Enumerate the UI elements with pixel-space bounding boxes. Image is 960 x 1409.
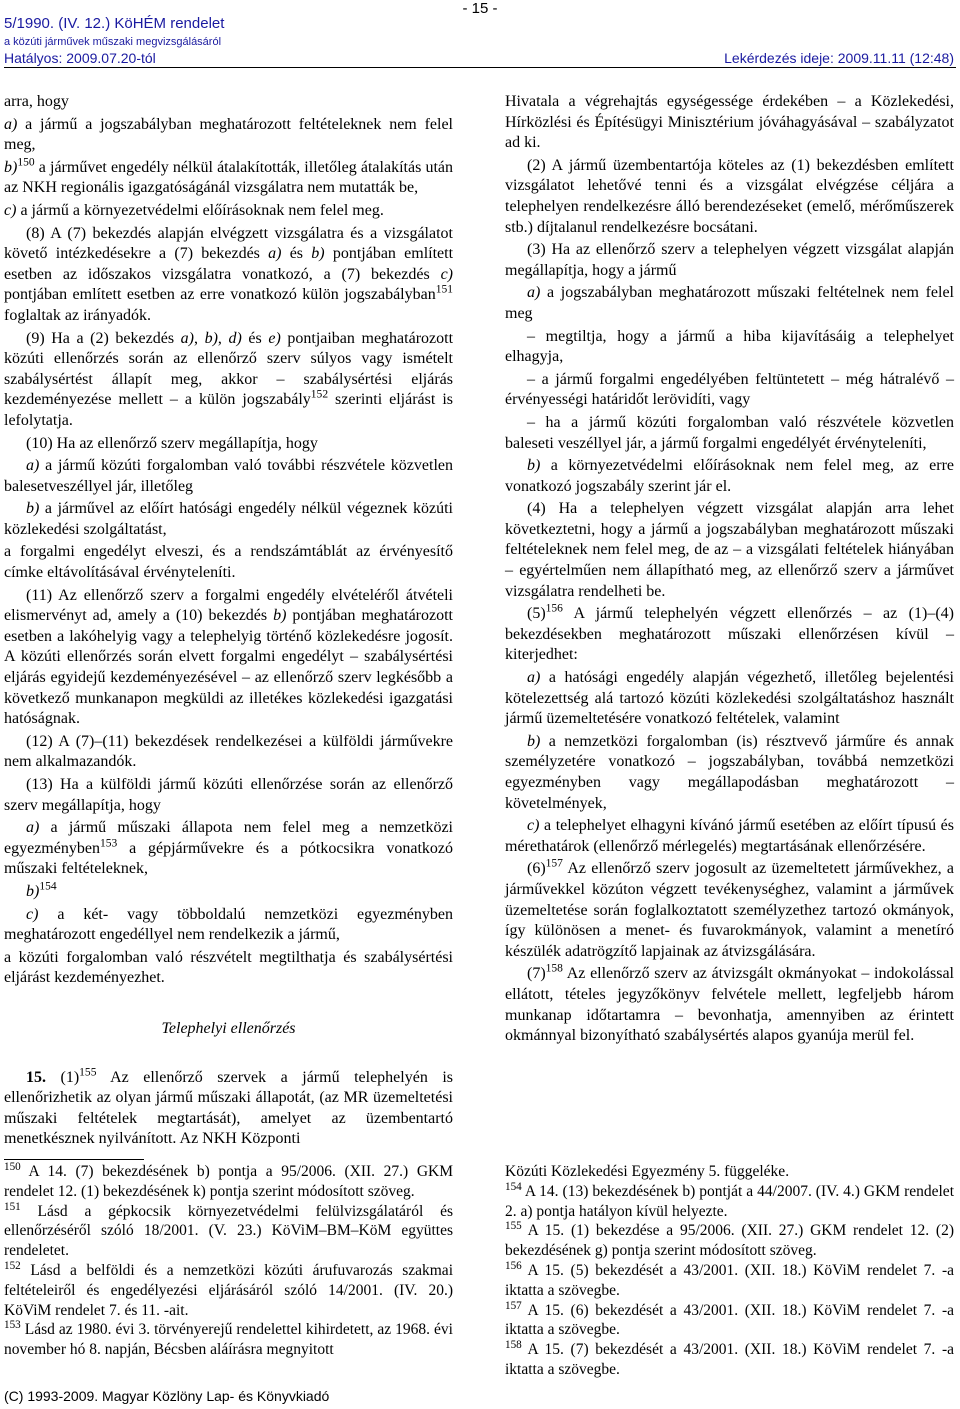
paragraph: a) a jármű a jogszabályban meghatározott feltételeknek nem felel meg,	[4, 115, 453, 154]
paragraph: $(6)^{157}$ Az ellenőrző szerv jogosult az üzemeltetett járművekhez, a járművekkel közúton végzett tevékenységhez, valamint a járművek üzemeltetése során foglalkoztatott személyzethez tartozó okmányok, így különösen a menet- és fuvarokmányok, valamint a menetíró készülék adatrögzítő lapjainak az átvizsgálására.	[505, 858, 954, 960]
paragraph: (11) Az ellenőrző szerv a forgalmi engedély elvételéről átvételi elismervényt ad, amely a (10) bekezdés b) pontjában meghatározott esetben a lakóhelyig vagy a telephelyig történő közlekedésre jogosít. A közúti ellenőrzés során elvett forgalmi engedélyt – szabálysértési eljárás egyidejű kezdeményezésével – az ellenőrző szerv legkésőbb a következő munkanapon megküldi az illetékes közlekedési igazgatási hatóságnak.	[4, 586, 454, 728]
paragraph: (13) Ha a külföldi jármű közúti ellenőrzése során az ellenőrző szerv megállapítja, hogy	[4, 776, 453, 814]
right-text-column	[505, 92, 954, 1049]
paragraph: a) a hatósági engedély alapján végezhető, illetőleg bejelentési kötelezettség alá tartozó közúti közlekedési szolgáltatáshoz használt jármű üzemeltetésére vonatkozó feltételek, valamint	[505, 669, 954, 728]
page-number: - 15 -	[462, 0, 498, 17]
paragraph: (12) A (7)–(11) bekezdések rendelkezései a külföldi járművekre nem alkalmazandók.	[4, 732, 453, 771]
paragraph: a forgalmi engedélyt elveszi, és a rendszámtáblát az érvényesítő címke eltávolításával érvényteleníti.	[4, 543, 453, 582]
footnote: $^{154}$ A 14. (13) bekezdésének b) pontját a 44/2007. (IV. 4.) GKM rendelet 2. a) pontja hatályon kívül helyezte.	[505, 1180, 954, 1220]
footnote: $^{158}$ A 15. (7) bekezdését a 43/2001. (XII. 18.) KöViM rendelet 7. -a iktatta a szövegbe.	[505, 1339, 954, 1378]
footnote: $^{150}$ A 14. (7) bekezdésének b) pontja a 95/2006. (XII. 27.) GKM rendelet 12. (1) bekezdésének k) pontja szerint módosított szöveg.	[4, 1160, 453, 1200]
footnote: Közúti Közlekedési Egyezmény 5. függeléke.	[505, 1163, 790, 1180]
left-text-column	[4, 92, 453, 1152]
paragraph: 15. $(1)^{155}$ Az ellenőrző szervek a jármű telephelyén is ellenőrizhetik az olyan jármű műszaki állapotát, (az MR üzemeltetési műszaki feltételek megtartását), amelyet az üzembentartó menetkésznek nyilvánított. Az NKH Központi	[4, 1066, 453, 1148]
paragraph: (8) A (7) bekezdés alapján elvégzett vizsgálatra és a vizsgálatot követő intézkedésekre a (7) bekezdés a) és b) pontjában említett esetben az időszakos vizsgálatra vonatkozó, a (7) bekezdés c) pontjában említett esetben az erre vonatkozó külön jogszabályban$^{151}$ foglaltak az irányadók.	[4, 224, 454, 324]
footnotes-right	[505, 1162, 954, 1380]
paragraph: – megtiltja, hogy a jármű a hiba kijavításáig a telephelyet elhagyja,	[505, 327, 954, 366]
paragraph: a közúti forgalomban való részvételt megtilthatja és szabálysértési eljárást kezdeményezhet.	[4, 948, 453, 987]
page-header	[0, 0, 960, 68]
effective-date: Hatályos: 2009.07.20-tól	[4, 50, 156, 66]
footnote-separator	[4, 1159, 144, 1160]
paragraph: b) a nemzetközi forgalomban (is) résztvevő járműre és annak személyzetére vonatkozó – jogszabályban, továbbá nemzetközi egyezményben vagy megállapodásban meghatározott – követelmények,	[505, 732, 954, 812]
footnote: $^{151}$ Lásd a gépkocsik környezetvédelmi felülvizsgálatáról és ellenőrzéséről szóló 18/2001. (V. 23.) KöViM–BM–KöM együttes rendeletet.	[4, 1200, 453, 1260]
paragraph: c) a telephelyet elhagyni kívánó jármű esetében az előírt típusú és mérethatárok (ellenőrző mérlegelés) megtartásának ellenőrzésére.	[505, 817, 954, 855]
paragraph: a) a jármű közúti forgalomban való további részvétele közvetlen balesetveszéllyel jár, illetőleg	[4, 457, 453, 495]
paragraph: (3) Ha az ellenőrző szerv a telephelyen végzett vizsgálat alapján megállapítja, hogy a jármű	[505, 241, 954, 279]
paragraph: $(7)^{158}$ Az ellenőrző szerv az átvizsgált okmányokat – indokolással ellátott, tételes jegyzőkönyv felvétele mellett, legfeljebb három munkanap időtartamra – bevonhatja, amennyiben az érintett okmánnyal bizonyítható szabálysértés alapos gyanúja merül fel.	[505, 963, 954, 1045]
act-subtitle: a közúti járművek műszaki megvizsgálásáról	[4, 36, 222, 48]
copyright-footer: (C) 1993-2009. Magyar Közlöny Lap- és Könyvkiadó	[4, 1388, 330, 1404]
paragraph: arra, hogy	[4, 93, 69, 110]
section-heading: Telephelyi ellenőrzés	[161, 1019, 296, 1037]
footnote: $^{153}$ Lásd az 1980. évi 3. törvényerejű rendelettel kihirdetett, az 1968. évi november hó 8. napján, Bécsben aláírásra megnyitott	[4, 1319, 453, 1359]
paragraph: b) a környezetvédelmi előírásoknak nem felel meg, az erre vonatkozó jogszabály szerint jár el.	[505, 457, 954, 495]
footnote: $^{155}$ A 15. (1) bekezdése a 95/2006. (XII. 27.) GKM rendelet 12. (2) bekezdésének g) pontja szerint módosított szöveg.	[505, 1220, 954, 1260]
header-rule	[4, 67, 956, 68]
paragraph: b) a járművel az előírt hatósági engedély nélkül végeznek közúti közlekedési szolgáltatást,	[4, 500, 453, 538]
paragraph: b)$^{154}$	[26, 880, 57, 900]
paragraph: – ha a jármű közúti forgalomban való részvétele közvetlen baleseti veszéllyel jár, a jármű forgalmi engedélyét érvényteleníti,	[505, 413, 954, 452]
paragraph: Hivatala a végrehajtás egységessége érdekében – a Közlekedési, Hírközlési és Építésügyi Minisztérium jóváhagyásával – szabályzatot ad ki.	[505, 93, 954, 152]
paragraph: – a jármű forgalmi engedélyében feltüntetett – még hátralévő – érvényességi határidőt lerövidíti, vagy	[505, 370, 954, 409]
paragraph: c) a két- vagy többoldalú nemzetközi egyezményben meghatározott engedéllyel nem rendelkezik a jármű,	[4, 905, 453, 944]
paragraph: (4) Ha a telephelyen végzett vizsgálat alapján arra lehet következtetni, hogy a jármű a jogszabályban meghatározott műszaki feltételeknek nem felel meg, de az – a vizsgálati feltételek hiányában – egyértelműen nem állapítható meg, az ellenőrző szerv a járművet vizsgálatra rendelheti be.	[505, 500, 954, 600]
paragraph: a) a jogszabályban meghatározott műszaki feltételnek nem felel meg	[505, 284, 954, 322]
paragraph: c) a jármű a környezetvédelmi előírásoknak nem felel meg.	[4, 201, 384, 219]
paragraph: a) a jármű műszaki állapota nem felel meg a nemzetközi egyezményben$^{153}$ a gépjárművekre és a pótkocsikra vonatkozó műszaki feltételeknek,	[4, 819, 453, 878]
paragraph: (9) Ha a (2) bekezdés a), b), d) és e) pontjaiban meghatározott közúti ellenőrzés során az ellenőrző szerv súlyos vagy ismételt szabálysértést állapít meg, akkor – szabálysértési eljárás kezdeményezése mellett – a külön jogszabály$^{152}$ szerinti eljárást is lefolytatja.	[4, 329, 454, 429]
footnote: $^{152}$ Lásd a belföldi és a nemzetközi közúti árufuvarozás szakmai feltételeiről és engedélyezési eljárásáról szóló 14/2001. (IV. 20.) KöViM rendelet 7. és 11. -ait.	[4, 1259, 453, 1319]
footnote: $^{156}$ A 15. (5) bekezdését a 43/2001. (XII. 18.) KöViM rendelet 7. -a iktatta a szövegbe.	[505, 1259, 954, 1299]
paragraph: (2) A jármű üzembentartója köteles az (1) bekezdésben említett vizsgálatot lehetővé tenni és a vizsgálat elvégzése céljára a telephelyen rendelkezésre álló berendezéseket (emelő, mérőműszerek stb.) díjtalanul rendelkezésre bocsátani.	[505, 156, 954, 236]
act-title: 5/1990. (IV. 12.) KöHÉM rendelet	[4, 15, 225, 32]
query-time: Lekérdezés ideje: 2009.11.11 (12:48)	[724, 50, 954, 66]
paragraph: $(5)^{156}$ A jármű telephelyén végzett ellenőrzés – az (1)–(4) bekezdésekben meghatározott műszaki ellenőrzésen kívül – kiterjedhet:	[505, 602, 954, 664]
paragraph: b)$^{150}$ a járművet engedély nélkül átalakították, illetőleg átalakítás után az NKH regionális igazgatóságánál vizsgálatra nem mutatták be,	[4, 156, 453, 197]
footnotes-left	[4, 1162, 453, 1360]
paragraph: (10) Ha az ellenőrző szerv megállapítja, hogy	[26, 434, 318, 452]
footnote: $^{157}$ A 15. (6) bekezdését a 43/2001. (XII. 18.) KöViM rendelet 7. -a iktatta a szövegbe.	[505, 1299, 954, 1339]
